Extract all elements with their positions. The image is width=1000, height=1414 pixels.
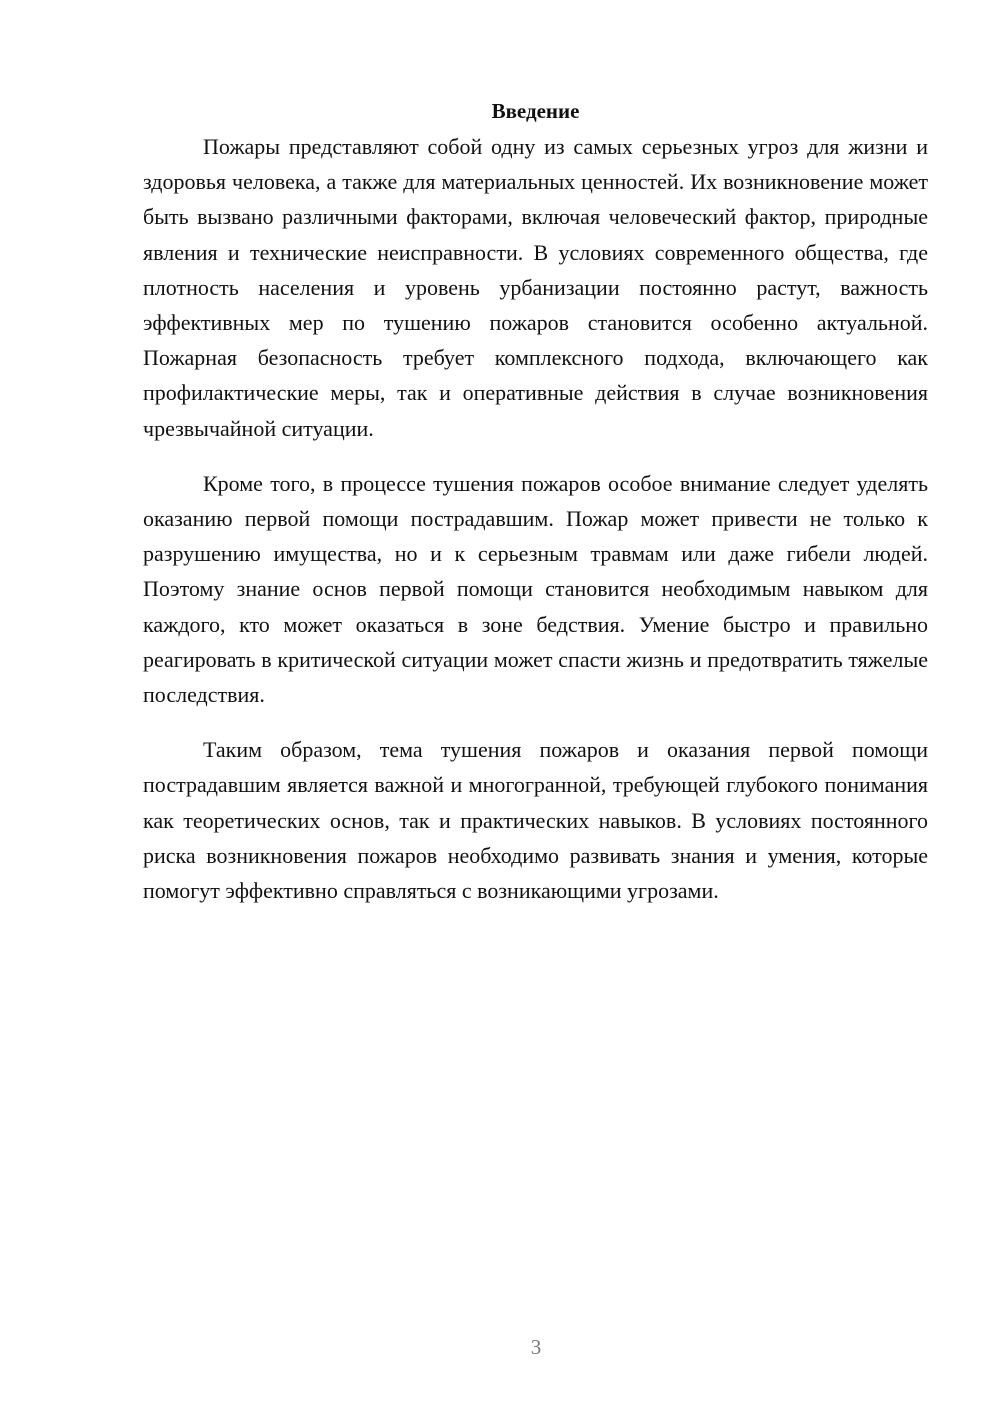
paragraph-2: Кроме того, в процессе тушения пожаров особое внимание следует уделять оказанию первой помощи пострадавшим. Пожар может привести не только к разрушению имущества, но и к серьезным травмам или даже гибели людей. Поэтому знание основ первой помощи становится необходимым навыком для каждого, кто может оказаться в зоне бедствия. Умение быстро и правильно реагировать в критической ситуации может спасти жизнь и предотвратить тяжелые последствия. [143, 470, 928, 708]
page-number: 3 [530, 1335, 542, 1359]
section-title: Введение [491, 99, 580, 123]
paragraph-1: Пожары представляют собой одну из самых серьезных угроз для жизни и здоровья человека, а также для материальных ценностей. Их возникновение может быть вызвано различными факторами, включая человеческий фактор, природные явления и технические неисправности. В условиях современного общества, где плотность населения и уровень урбанизации постоянно растут, важность эффективных мер по тушению пожаров становится особенно актуальной. Пожарная безопасность требует комплексного подхода, включающего как профилактические меры, так и оперативные действия в случае возникновения чрезвычайной ситуации. [143, 134, 928, 441]
page-content [143, 94, 928, 908]
paragraph-3: Таким образом, тема тушения пожаров и оказания первой помощи пострадавшим является важной и многогранной, требующей глубокого понимания как теоретических основ, так и практических навыков. В условиях постоянного риска возникновения пожаров необходимо развивать знания и умения, которые помогут эффективно справляться с возникающими угрозами. [143, 737, 928, 904]
